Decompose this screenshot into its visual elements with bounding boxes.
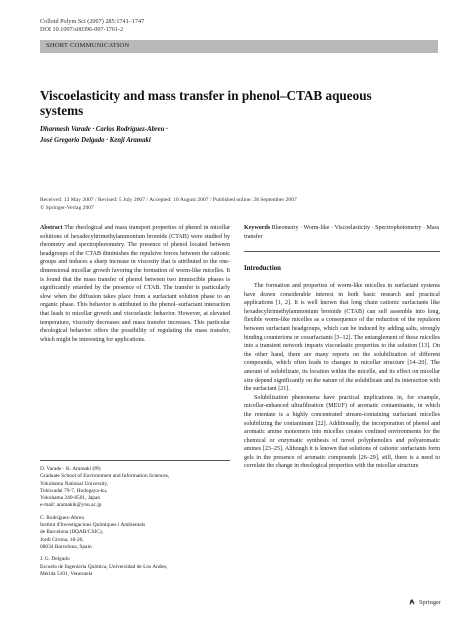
publisher-logo <box>408 598 441 606</box>
journal-header <box>40 18 144 34</box>
affiliation-line: Graduate School of Environment and Information Sciences, <box>40 473 170 480</box>
dates-line: Received: 13 May 2007 / Revised: 5 July 2007 / Accepted: 10 August 2007 / Published online: 28 September 2007 <box>40 197 297 203</box>
affiliation-line: Yokohama National University, <box>40 480 109 487</box>
affiliation-line: Tokiwadai 79-7, Hodogaya-ku, <box>40 487 108 494</box>
abstract-label: Abstract <box>40 225 63 231</box>
affiliation-email: e-mail: aramakik@ynu.ac.jp <box>40 502 102 509</box>
introduction-heading: Introduction <box>244 265 281 272</box>
keywords-text: Rheometry · Worm-like · Viscoelasticity · Spectrophotometry · Mass transfer <box>244 225 440 240</box>
copyright-line: © Springer-Verlag 2007 <box>40 205 94 211</box>
abstract-text: The rheological and mass transport properties of phenol in micellar solutions of hexadecyltrimethylammonium bromide (CTAB) were studied by rheometry and spectrophotometry. The presence of phenol located between headgroups of the CTAB diminishes the repulsive forces between the cationic groups and induces a sharp increase in viscosity that is attributed to the one-dimensional micellar growth favoring the formation of worm-like micelles. It is found that the mass transfer of phenol between two immiscible phases is significantly retarded by the presence of CTAB. The transfer is particularly slow when the diffusion takes place from a surfactant solution phase to an organic phase. This behavior is attributed to the phenol–surfactant interaction that leads to micellar growth and viscoelastic behavior. However, at elevated temperature, viscosity decreases and mass transfer increases. This particular rheological behavior offers the possibility of regulating the mass transfer, which might be interesting for applications. <box>40 225 230 343</box>
article-title: Viscoelasticity and mass transfer in phenol–CTAB aqueous systems <box>40 88 372 118</box>
affiliation-line: J. G. Delgado <box>40 556 70 563</box>
affiliation-line: Mérida 5101, Venezuela <box>40 570 93 577</box>
keywords-label: Keywords <box>244 225 271 231</box>
abstract-section <box>40 224 230 344</box>
keywords-paragraph <box>244 224 440 241</box>
authors-line-1: Dharmesh Varade · Carlos Rodríguez-Abreu · <box>40 126 168 133</box>
affiliation-line: de Barcelona (IIQAB/CSIC), <box>40 529 104 536</box>
abstract-paragraph <box>40 224 230 344</box>
affiliation-line: Escuela de Ingeniería Química, Universidad de Los Andes, <box>40 563 168 570</box>
keywords-section <box>244 224 440 241</box>
doi-line: DOI 10.1007/s00396-007-1761-2 <box>40 26 124 33</box>
footnote-divider <box>40 460 230 461</box>
introduction-paragraph-2: Solubilization phenomena have practical implications in, for example, micellar-enhanced ultrafiltration (MEUF) of aromatic contaminants, in which the retentate is a highly concentrated stream-containing surfactant micelles solubilizing the contaminant [22]. Additionally, the incorporation of phenol and aromatic amine monomers into micelles creates confined environments for the chemical or enzymatic synthesis of novel polyphenolics and polyaromatic amines [23–25]. Although it is known that solutions of cationic surfactants form gels in the presence of aromatic compounds [26–29], still, there is a need to correlate the change in rheological properties with the micellar structure <box>244 394 440 470</box>
publication-history <box>40 196 400 212</box>
publisher-name: Springer <box>419 598 442 606</box>
affiliation-line: Jordi Girona, 18-26, <box>40 536 84 543</box>
section-banner <box>40 40 438 53</box>
author-list <box>40 124 340 146</box>
journal-citation: Colloid Polym Sci (2007) 285:1741–1747 <box>40 18 145 25</box>
section-label: SHORT COMMUNICATION <box>46 42 130 49</box>
introduction-body <box>244 282 440 471</box>
affiliation-line: 08034 Barcelona, Spain <box>40 543 92 550</box>
keywords-divider <box>244 251 440 252</box>
affiliation-line: C. Rodríguez-Abreu <box>40 514 85 521</box>
introduction-paragraph-1: The formation and properties of worm-like micelles in surfactant systems have drawn considerable interest in both basic research and practical applications [1, 2]. It is well known that long chain cationic surfactants like hexadecyltrimethylammonium bromide (CTAB) can self assemble into long, flexible worm-like micelles as a consequence of the reduction of the repulsion between surfactant headgroups, which can be induced by adding salts, strongly binding counterions or cosurfactants [3–12]. The entanglement of these micelles into a transient network imparts viscoelastic properties to the solution [13]. On the other hand, there are many reports on the solubilization of different compounds, which often leads to changes in micellar structure [14–20]. The amount of solubilizate, its location within the micelle, and its effect on micellar size depend significantly on the nature of the solubilizate and its interaction with the surfactant [21]. <box>244 283 440 393</box>
affiliations-block <box>40 466 230 578</box>
affiliation-line: Institut d'Investigacions Químiques i Ambientals <box>40 522 146 529</box>
affiliation-line: D. Varade · K. Aramaki (✉) <box>40 466 101 472</box>
springer-horse-icon <box>408 598 416 606</box>
affiliation-line: Yokohama 240-8501, Japan <box>40 495 101 502</box>
authors-line-2: José Gregorio Delgado · Kenji Aramaki <box>40 137 151 144</box>
